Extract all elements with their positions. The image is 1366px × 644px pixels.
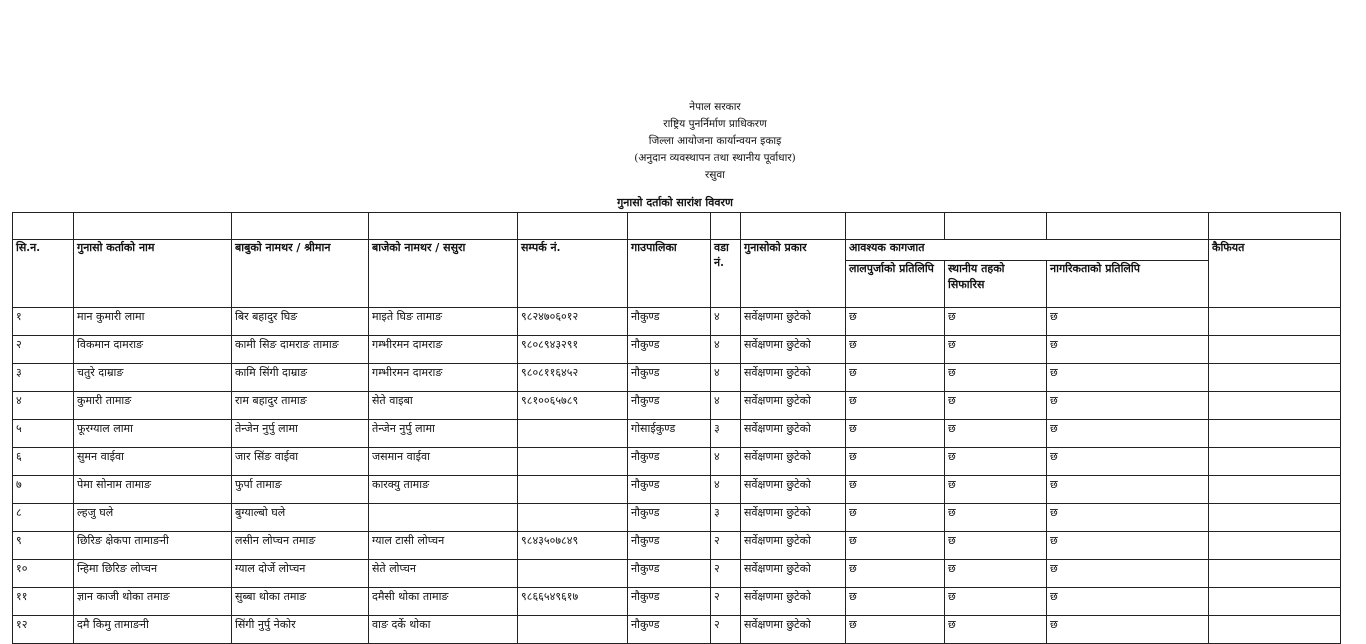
cell-sn: २ xyxy=(13,336,74,364)
cell-sn: ४ xyxy=(13,392,74,420)
header-row xyxy=(13,240,1341,261)
cell-ward: ३ xyxy=(711,420,741,448)
cell-rural-municipality: नौकुण्ड xyxy=(628,364,711,392)
cell-ward: २ xyxy=(711,616,741,644)
cell-grandfather: ग्याल टासी लोप्चन xyxy=(369,532,518,560)
cell-ward: ४ xyxy=(711,448,741,476)
cell-remarks xyxy=(1209,476,1341,504)
cell-grandfather: तेन्जेन नुर्पु लामा xyxy=(369,420,518,448)
cell-ward: २ xyxy=(711,532,741,560)
table-row xyxy=(13,364,1341,392)
cell-father: लसीन लोप्चन तमाङ xyxy=(232,532,369,560)
cell-remarks xyxy=(1209,588,1341,616)
cell-grievance-type: सर्वेक्षणमा छुटेको xyxy=(741,504,846,532)
cell-doc-local-recommendation: छ xyxy=(945,336,1047,364)
cell-grandfather: कारक्यु तामाङ xyxy=(369,476,518,504)
table-row xyxy=(13,308,1341,336)
table-row xyxy=(13,616,1341,644)
cell-ward: २ xyxy=(711,588,741,616)
col-doc-local-recommendation: स्थानीय तहको सिफारिस xyxy=(945,261,1047,308)
table-body xyxy=(13,308,1341,644)
cell-doc-local-recommendation: छ xyxy=(945,308,1047,336)
cell-sn: ११ xyxy=(13,588,74,616)
cell-doc-lalpurja: छ xyxy=(846,336,945,364)
table-row xyxy=(13,560,1341,588)
cell-contact: ९८१००६५७८९ xyxy=(518,392,628,420)
header-line-office: जिल्ला आयोजना कार्यान्वयन इकाइ xyxy=(648,135,782,147)
table-title: गुनासो दर्ताको सारांश विवरण xyxy=(617,196,733,209)
cell-contact: ९८०८९४३२९१ xyxy=(518,336,628,364)
cell-remarks xyxy=(1209,392,1341,420)
cell-name: चतुरे दाम्राङ xyxy=(74,364,232,392)
cell-sn: ३ xyxy=(13,364,74,392)
cell-grandfather: गम्भीरमन दामराङ xyxy=(369,336,518,364)
cell-grandfather: गम्भीरमन दामराङ xyxy=(369,364,518,392)
header-line-authority: राष्ट्रिय पुनर्निर्माण प्राधिकरण xyxy=(663,118,767,130)
cell-doc-citizenship: छ xyxy=(1047,532,1209,560)
grievance-table xyxy=(12,212,1341,644)
table-row xyxy=(13,504,1341,532)
cell-sn: ५ xyxy=(13,420,74,448)
cell-rural-municipality: गोसाईकुण्ड xyxy=(628,420,711,448)
table-row xyxy=(13,392,1341,420)
cell-ward: ४ xyxy=(711,336,741,364)
cell-doc-lalpurja: छ xyxy=(846,308,945,336)
cell-rural-municipality: नौकुण्ड xyxy=(628,476,711,504)
cell-father: फुर्पा तामाङ xyxy=(232,476,369,504)
cell-name: फूरग्याल लामा xyxy=(74,420,232,448)
table-row xyxy=(13,588,1341,616)
cell-grievance-type: सर्वेक्षणमा छुटेको xyxy=(741,560,846,588)
table-row xyxy=(13,448,1341,476)
table-row xyxy=(13,532,1341,560)
cell-father: ग्याल दोर्जे लोप्चन xyxy=(232,560,369,588)
cell-contact: ९८६६५४९६१७ xyxy=(518,588,628,616)
cell-rural-municipality: नौकुण्ड xyxy=(628,392,711,420)
cell-name: दमै किमु तामाङनी xyxy=(74,616,232,644)
cell-doc-lalpurja: छ xyxy=(846,392,945,420)
cell-rural-municipality: नौकुण्ड xyxy=(628,532,711,560)
cell-remarks xyxy=(1209,616,1341,644)
col-ward: वडा नं. xyxy=(711,240,741,308)
cell-ward: ४ xyxy=(711,392,741,420)
cell-doc-local-recommendation: छ xyxy=(945,588,1047,616)
col-remarks: कैफियत xyxy=(1209,240,1341,308)
cell-contact: ९८०८११६४५२ xyxy=(518,364,628,392)
cell-doc-citizenship: छ xyxy=(1047,336,1209,364)
cell-grandfather: वाङ दर्के थोका xyxy=(369,616,518,644)
cell-grievance-type: सर्वेक्षणमा छुटेको xyxy=(741,448,846,476)
cell-contact xyxy=(518,448,628,476)
cell-grievance-type: सर्वेक्षणमा छुटेको xyxy=(741,420,846,448)
cell-doc-citizenship: छ xyxy=(1047,588,1209,616)
cell-doc-citizenship: छ xyxy=(1047,616,1209,644)
cell-grievance-type: सर्वेक्षणमा छुटेको xyxy=(741,588,846,616)
cell-grievance-type: सर्वेक्षणमा छुटेको xyxy=(741,392,846,420)
cell-name: छिरिङ क्षेकपा तामाङनी xyxy=(74,532,232,560)
cell-doc-lalpurja: छ xyxy=(846,504,945,532)
cell-ward: ३ xyxy=(711,504,741,532)
cell-remarks xyxy=(1209,504,1341,532)
cell-sn: ७ xyxy=(13,476,74,504)
cell-doc-local-recommendation: छ xyxy=(945,560,1047,588)
cell-doc-citizenship: छ xyxy=(1047,504,1209,532)
cell-doc-lalpurja: छ xyxy=(846,588,945,616)
document-header xyxy=(520,99,910,184)
table-row xyxy=(13,336,1341,364)
cell-contact xyxy=(518,420,628,448)
cell-name: न्हिमा छिरिङ लोप्चन xyxy=(74,560,232,588)
cell-doc-citizenship: छ xyxy=(1047,364,1209,392)
cell-name: विकमान दामराङ xyxy=(74,336,232,364)
cell-contact xyxy=(518,560,628,588)
cell-father: बिर बहादुर घिङ xyxy=(232,308,369,336)
cell-contact xyxy=(518,616,628,644)
cell-grandfather: सेते वाइबा xyxy=(369,392,518,420)
cell-doc-lalpurja: छ xyxy=(846,364,945,392)
table-row xyxy=(13,476,1341,504)
cell-father: तेन्जेन नुर्पु लामा xyxy=(232,420,369,448)
cell-doc-citizenship: छ xyxy=(1047,308,1209,336)
cell-father: जार सिंङ वाईवा xyxy=(232,448,369,476)
cell-ward: ४ xyxy=(711,364,741,392)
cell-rural-municipality: नौकुण्ड xyxy=(628,336,711,364)
cell-contact xyxy=(518,504,628,532)
col-father: बाबुको नामथर / श्रीमान xyxy=(232,240,369,308)
cell-doc-local-recommendation: छ xyxy=(945,448,1047,476)
cell-remarks xyxy=(1209,448,1341,476)
cell-doc-lalpurja: छ xyxy=(846,532,945,560)
cell-grievance-type: सर्वेक्षणमा छुटेको xyxy=(741,364,846,392)
cell-rural-municipality: नौकुण्ड xyxy=(628,504,711,532)
header-line-unit: (अनुदान व्यवस्थापन तथा स्थानीय पूर्वाधार) xyxy=(634,152,796,164)
cell-doc-lalpurja: छ xyxy=(846,560,945,588)
cell-rural-municipality: नौकुण्ड xyxy=(628,448,711,476)
cell-remarks xyxy=(1209,364,1341,392)
cell-grievance-type: सर्वेक्षणमा छुटेको xyxy=(741,532,846,560)
header-line-district: रसुवा xyxy=(705,169,725,181)
col-sn: सि.न. xyxy=(13,240,74,308)
cell-doc-local-recommendation: छ xyxy=(945,420,1047,448)
cell-name: ल्हजु घले xyxy=(74,504,232,532)
cell-grandfather: दमैसी थोका तामाङ xyxy=(369,588,518,616)
cell-sn: १० xyxy=(13,560,74,588)
cell-doc-local-recommendation: छ xyxy=(945,616,1047,644)
cell-father: कामि सिंगी दाम्राङ xyxy=(232,364,369,392)
cell-rural-municipality: नौकुण्ड xyxy=(628,560,711,588)
cell-sn: ९ xyxy=(13,532,74,560)
cell-remarks xyxy=(1209,336,1341,364)
cell-doc-citizenship: छ xyxy=(1047,448,1209,476)
cell-grievance-type: सर्वेक्षणमा छुटेको xyxy=(741,308,846,336)
cell-doc-citizenship: छ xyxy=(1047,420,1209,448)
cell-grandfather: जसमान वाईवा xyxy=(369,448,518,476)
cell-name: सुमन वाईवा xyxy=(74,448,232,476)
col-doc-citizenship: नागरिकताको प्रतिलिपि xyxy=(1047,261,1209,308)
cell-ward: ४ xyxy=(711,308,741,336)
cell-grandfather: माइते घिङ तामाङ xyxy=(369,308,518,336)
cell-name: कुमारी तामाङ xyxy=(74,392,232,420)
cell-father: राम बहादुर तामाङ xyxy=(232,392,369,420)
cell-remarks xyxy=(1209,420,1341,448)
col-name: गुनासो कर्ताको नाम xyxy=(74,240,232,308)
cell-sn: १२ xyxy=(13,616,74,644)
cell-doc-citizenship: छ xyxy=(1047,476,1209,504)
cell-father: सुब्बा थोका तमाङ xyxy=(232,588,369,616)
cell-name: ज्ञान काजी थोका तमाङ xyxy=(74,588,232,616)
cell-name: पेमा सोनाम तामाङ xyxy=(74,476,232,504)
table-row xyxy=(13,420,1341,448)
cell-remarks xyxy=(1209,308,1341,336)
cell-grievance-type: सर्वेक्षणमा छुटेको xyxy=(741,476,846,504)
cell-father: बुग्याल्बो घले xyxy=(232,504,369,532)
blank-header-row xyxy=(13,213,1341,240)
cell-doc-citizenship: छ xyxy=(1047,392,1209,420)
col-contact: सम्पर्क नं. xyxy=(518,240,628,308)
cell-ward: २ xyxy=(711,560,741,588)
cell-doc-local-recommendation: छ xyxy=(945,504,1047,532)
cell-contact: ९८४३५०७८४९ xyxy=(518,532,628,560)
cell-doc-lalpurja: छ xyxy=(846,420,945,448)
cell-sn: ८ xyxy=(13,504,74,532)
cell-remarks xyxy=(1209,560,1341,588)
cell-doc-lalpurja: छ xyxy=(846,448,945,476)
cell-ward: ४ xyxy=(711,476,741,504)
cell-doc-local-recommendation: छ xyxy=(945,364,1047,392)
col-grievance-type: गुनासोको प्रकार xyxy=(741,240,846,308)
cell-doc-lalpurja: छ xyxy=(846,476,945,504)
cell-grievance-type: सर्वेक्षणमा छुटेको xyxy=(741,336,846,364)
header-line-government: नेपाल सरकार xyxy=(689,101,741,113)
cell-father: कामी सिङ दामराङ तामाङ xyxy=(232,336,369,364)
cell-sn: १ xyxy=(13,308,74,336)
cell-doc-local-recommendation: छ xyxy=(945,532,1047,560)
cell-doc-lalpurja: छ xyxy=(846,616,945,644)
cell-father: सिंगी नुर्पु नेकोर xyxy=(232,616,369,644)
cell-rural-municipality: नौकुण्ड xyxy=(628,588,711,616)
cell-rural-municipality: नौकुण्ड xyxy=(628,308,711,336)
col-rural-municipality: गाउपालिका xyxy=(628,240,711,308)
cell-doc-local-recommendation: छ xyxy=(945,392,1047,420)
col-required-documents: आवश्यक कागजात xyxy=(846,240,1209,261)
cell-doc-citizenship: छ xyxy=(1047,560,1209,588)
cell-grandfather: सेते लोप्चन xyxy=(369,560,518,588)
col-grandfather: बाजेको नामथर / ससुरा xyxy=(369,240,518,308)
cell-name: मान कुमारी लामा xyxy=(74,308,232,336)
col-doc-lalpurja: लालपुर्जाको प्रतिलिपि xyxy=(846,261,945,308)
cell-contact xyxy=(518,476,628,504)
cell-grandfather xyxy=(369,504,518,532)
cell-contact: ९८२४७०६०१२ xyxy=(518,308,628,336)
cell-grievance-type: सर्वेक्षणमा छुटेको xyxy=(741,616,846,644)
cell-doc-local-recommendation: छ xyxy=(945,476,1047,504)
cell-sn: ६ xyxy=(13,448,74,476)
cell-rural-municipality: नौकुण्ड xyxy=(628,616,711,644)
cell-remarks xyxy=(1209,532,1341,560)
